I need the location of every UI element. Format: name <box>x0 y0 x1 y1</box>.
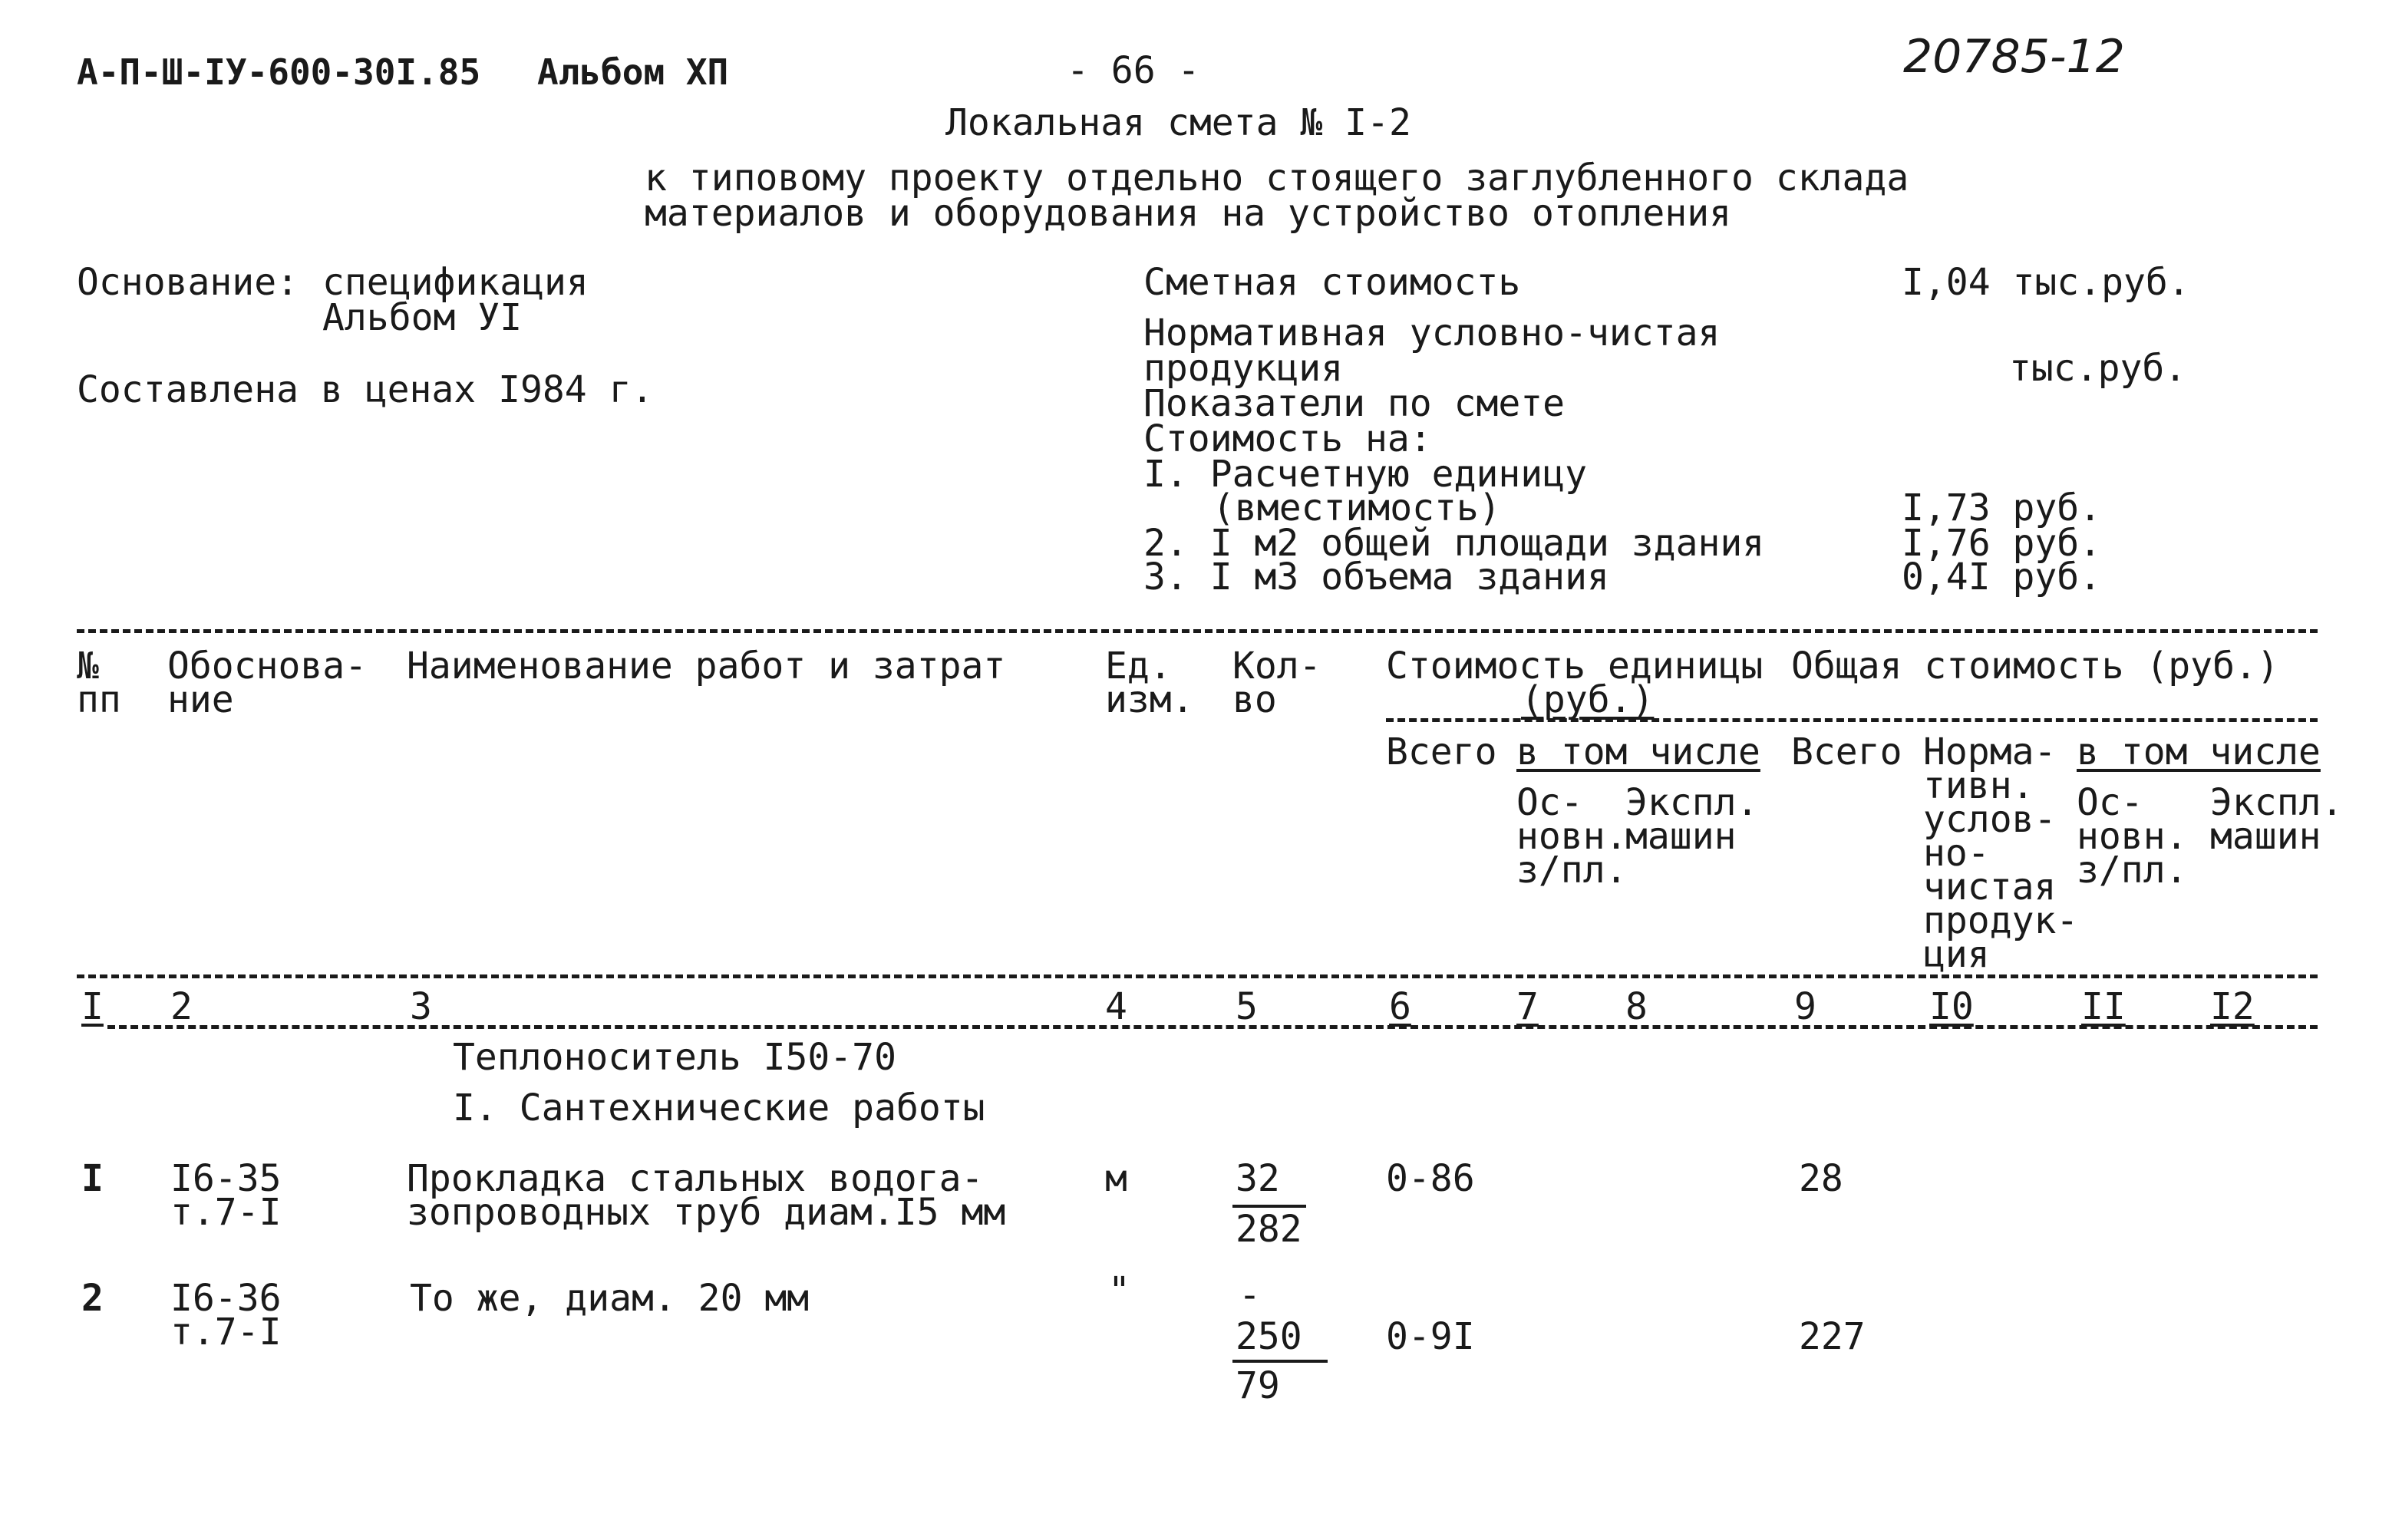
indicator-2-label: 2. I м2 общей площади здания <box>1143 522 1765 565</box>
prices-year: Составлена в ценах I984 г. <box>77 368 654 411</box>
row2-unit-cost: 0-9I <box>1386 1315 1475 1358</box>
col-num-rule <box>107 1025 2318 1029</box>
header-name: Наименование работ и затрат <box>407 645 1006 688</box>
row1-basis-2: т.7-I <box>170 1191 282 1234</box>
table-top-rule <box>77 629 2318 633</box>
row2-total: 227 <box>1799 1315 1866 1358</box>
section-heat-carrier: Теплоноситель I50-70 <box>453 1036 896 1079</box>
row2-num: 2 <box>81 1277 104 1320</box>
col-num-5: 5 <box>1236 985 1258 1028</box>
indicator-1-sublabel: (вместимость) <box>1213 486 1501 529</box>
header-mid-rule <box>1386 718 2318 722</box>
header-total-cost: Общая стоимость (руб.) <box>1791 645 2279 688</box>
header-norm-3: услов- <box>1923 798 2057 841</box>
header-base-wage-3: з/пл. <box>1516 849 1628 892</box>
header-norm-7: ция <box>1923 933 1990 976</box>
header-base-wage2-3: з/пл. <box>2077 849 2188 892</box>
header-base-wage2-2: новн. <box>2077 815 2188 858</box>
row2-qty-bottom: 79 <box>1236 1364 1280 1407</box>
basis-album: Альбом УI <box>322 296 523 339</box>
header-basis-1: Обоснова- <box>167 645 368 688</box>
header-norm-5: чистая <box>1923 866 2057 909</box>
estimated-cost-label: Сметная стоимость <box>1143 261 1521 304</box>
col-num-11: II <box>2081 985 2126 1028</box>
header-num-1: № <box>77 645 99 688</box>
header-all-1: Всего <box>1386 730 1497 773</box>
row2-basis-1: I6-36 <box>170 1277 282 1320</box>
album-label: Альбом XП <box>537 51 729 93</box>
col-num-6: 6 <box>1389 985 1411 1028</box>
row1-qty-top: 32 <box>1236 1157 1280 1200</box>
col-num-7: 7 <box>1516 985 1539 1028</box>
header-unit-cost-1: Стоимость единицы <box>1386 645 1764 688</box>
header-unit-2: изм. <box>1105 678 1194 721</box>
estimate-title: Локальная смета № I-2 <box>945 101 1411 144</box>
row1-qty-bottom: 282 <box>1236 1208 1302 1251</box>
indicator-3-label: 3. I м3 объема здания <box>1143 556 1609 599</box>
header-qty-1: Кол- <box>1232 645 1321 688</box>
row1-num: I <box>81 1157 104 1200</box>
header-mach-2: машин <box>1625 815 1737 858</box>
document-code: А-П-Ш-IУ-600-30I.85 <box>77 51 481 93</box>
row2-qty-fraction-line <box>1232 1360 1328 1363</box>
header-unit-1: Ед. <box>1105 645 1172 688</box>
col-num-1: I <box>81 985 104 1028</box>
header-mach2-2: машин <box>2210 815 2321 858</box>
row2-qty-top: - <box>1239 1274 1261 1317</box>
col-num-10: I0 <box>1929 985 1974 1028</box>
header-norm-2: тивн. <box>1923 764 2034 807</box>
header-base-wage-2: новн. <box>1516 815 1628 858</box>
norm-product-label-2: продукция <box>1143 347 1344 390</box>
header-unit-cost-2: (руб.) <box>1521 678 1655 721</box>
indicator-2-value: I,76 руб. <box>1902 522 2102 565</box>
header-qty-2: во <box>1232 678 1277 721</box>
row1-basis-1: I6-35 <box>170 1157 282 1200</box>
basis-spec: спецификация <box>322 261 589 304</box>
section-plumbing: I. Сантехнические работы <box>453 1087 985 1129</box>
norm-product-label-1: Нормативная условно-чистая <box>1143 312 1721 354</box>
indicator-1-label: I. Расчетную единицу <box>1143 453 1587 496</box>
norm-product-unit: тыс.руб. <box>2009 347 2187 390</box>
page-number: - 66 - <box>1067 49 1200 92</box>
cost-on-label: Стоимость на: <box>1143 417 1432 460</box>
header-all-2: Всего <box>1791 730 1902 773</box>
indicator-3-value: 0,4I руб. <box>1902 556 2102 599</box>
header-base-wage2-1: Ос- <box>2077 781 2143 824</box>
header-basis-2: ние <box>167 678 234 721</box>
col-num-8: 8 <box>1625 985 1648 1028</box>
header-incl-1: в том числе <box>1516 730 1760 773</box>
row1-unit: м <box>1105 1157 1127 1200</box>
col-num-12: I2 <box>2210 985 2255 1028</box>
header-norm-4: но- <box>1923 832 1990 875</box>
header-base-wage-1: Ос- <box>1516 781 1583 824</box>
row1-name-2: зопроводных труб диам.I5 мм <box>407 1191 1006 1234</box>
estimate-subtitle-line2: материалов и оборудования на устройство отопления <box>645 192 1732 235</box>
row2-name: То же, диам. 20 мм <box>410 1277 810 1320</box>
row2-basis-2: т.7-I <box>170 1311 282 1354</box>
indicator-1-value: I,73 руб. <box>1902 486 2102 529</box>
row1-total: 28 <box>1799 1157 1843 1200</box>
indicators-label: Показатели по смете <box>1143 382 1566 425</box>
handwritten-doc-number: 20785-12 <box>1903 30 2125 84</box>
header-mach-1: Экспл. <box>1625 781 1759 824</box>
row1-name-1: Прокладка стальных водога- <box>407 1157 984 1200</box>
header-norm-6: продук- <box>1923 899 2079 942</box>
header-bottom-rule <box>77 974 2318 978</box>
header-mach2-1: Экспл. <box>2210 781 2344 824</box>
header-num-2: пп <box>77 678 121 721</box>
estimate-subtitle-line1: к типовому проекту отдельно стоящего заглубленного склада <box>645 157 1909 200</box>
header-norm-1: Норма- <box>1923 730 2057 773</box>
row2-unit-ditto: " <box>1108 1269 1130 1312</box>
estimated-cost-value: I,04 тыс.руб. <box>1902 261 2190 304</box>
row2-qty-mid: 250 <box>1236 1315 1302 1358</box>
col-num-2: 2 <box>170 985 193 1028</box>
col-num-9: 9 <box>1794 985 1816 1028</box>
col-num-3: 3 <box>410 985 432 1028</box>
header-incl-2: в том числе <box>2077 730 2321 773</box>
row1-unit-cost: 0-86 <box>1386 1157 1475 1200</box>
basis-label: Основание: <box>77 261 299 304</box>
col-num-4: 4 <box>1105 985 1127 1028</box>
